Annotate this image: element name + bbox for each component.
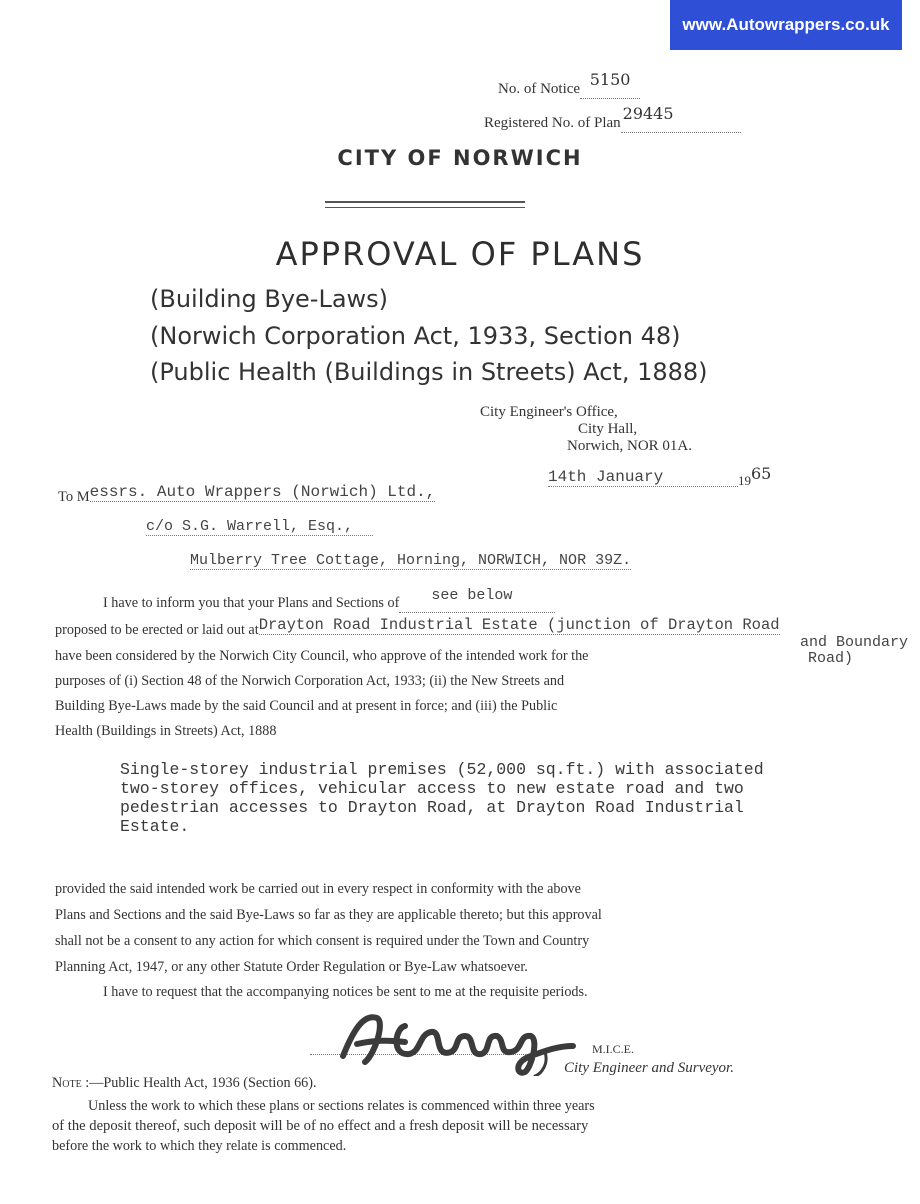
act-line-2: (Norwich Corporation Act, 1933, Section 48) xyxy=(150,322,681,350)
location-cont-2: Road) xyxy=(808,650,854,667)
addressee-line-2: c/o S.G. Warrell, Esq., xyxy=(146,518,373,536)
office-line-1: City Engineer's Office, xyxy=(480,404,618,420)
to-label: To M xyxy=(58,489,90,505)
plan-number-label: Registered No. of Plan xyxy=(484,115,621,131)
note-label: Note : xyxy=(52,1075,90,1091)
work-line-4: Estate. xyxy=(120,817,190,836)
addressee-line-1 xyxy=(58,483,436,506)
body-line-4: Health (Buildings in Streets) Act, 1888 xyxy=(55,723,277,739)
title-rule xyxy=(325,201,525,208)
plan-number-value: 29445 xyxy=(622,104,674,123)
work-line-2: two-storey offices, vehicular access to new estate road and two xyxy=(120,779,744,798)
location-prefix: proposed to be erected or laid out at xyxy=(55,622,259,638)
body-paragraph xyxy=(55,644,588,744)
signature-qualification: M.I.C.E. xyxy=(592,1042,634,1056)
note-heading-row xyxy=(52,1075,317,1092)
work-line-1: Single-storey industrial premises (52,000 sq.ft.) with associated xyxy=(120,760,764,779)
addressee-line-3: Mulberry Tree Cottage, Horning, NORWICH, NOR 39Z. xyxy=(190,552,632,569)
date-year-prefix: 19 xyxy=(738,473,751,488)
note-line-3: before the work to which they relate is commenced. xyxy=(52,1138,347,1154)
date-year-suffix: 65 xyxy=(751,464,772,483)
inform-prefix: I have to inform you that your Plans and Sections of xyxy=(103,595,400,611)
act-line-1: (Building Bye-Laws) xyxy=(150,285,389,313)
signature xyxy=(335,1006,595,1081)
work-line-3: pedestrian accesses to Drayton Road, at Drayton Road Industrial xyxy=(120,798,744,817)
office-address xyxy=(480,404,692,455)
act-line-3: (Public Health (Buildings in Streets) Act, 1888) xyxy=(150,358,708,386)
office-line-2: City Hall, xyxy=(578,421,638,437)
body-line-3: Building Bye-Laws made by the said Council and at present in force; and (iii) the Public xyxy=(55,698,558,714)
body-line-1: have been considered by the Norwich City Council, who approve of the intended work for the xyxy=(55,648,589,664)
watermark-banner[interactable]: www.Autowrappers.co.uk xyxy=(670,0,902,50)
location-value: Drayton Road Industrial Estate (junction of Drayton Road xyxy=(258,616,780,634)
inform-value: see below xyxy=(431,587,513,604)
notice-number-row xyxy=(498,70,640,99)
work-description xyxy=(120,760,764,836)
document-title: APPROVAL OF PLANS xyxy=(275,235,645,273)
proviso-line-3: shall not be a consent to any action for which consent is required under the Town and Country xyxy=(55,933,590,949)
location-row xyxy=(55,616,780,639)
city-heading: CITY OF NORWICH xyxy=(337,146,583,170)
note-line-1: Unless the work to which these plans or sections relates is commenced within three years xyxy=(88,1098,595,1114)
date-row xyxy=(548,466,771,487)
proviso-line-2: Plans and Sections and the said Bye-Laws so far as they are applicable thereto; but this approval xyxy=(55,907,602,923)
location-cont-1: and Boundary xyxy=(800,634,909,651)
plan-number-row xyxy=(484,104,741,133)
office-line-3: Norwich, NOR 01A. xyxy=(567,438,692,454)
notice-number-value: 5150 xyxy=(589,70,631,89)
proviso-paragraph xyxy=(55,876,602,980)
inform-row xyxy=(103,587,555,613)
signature-title: City Engineer and Surveyor. xyxy=(564,1060,734,1076)
request-line: I have to request that the accompanying notices be sent to me at the requisite periods. xyxy=(103,984,588,1000)
addressee-name: essrs. Auto Wrappers (Norwich) Ltd., xyxy=(89,483,436,501)
proviso-line-4: Planning Act, 1947, or any other Statute Order Regulation or Bye-Law whatsoever. xyxy=(55,959,528,975)
note-heading: —Public Health Act, 1936 (Section 66). xyxy=(89,1075,317,1091)
body-line-2: purposes of (i) Section 48 of the Norwich Corporation Act, 1933; (ii) the New Streets and xyxy=(55,673,565,689)
proviso-line-1: provided the said intended work be carried out in every respect in conformity with the above xyxy=(55,881,581,897)
notice-number-label: No. of Notice xyxy=(498,81,581,97)
date-day-month: 14th January xyxy=(548,468,738,487)
note-line-2: of the deposit thereof, such deposit will be of no effect and a fresh deposit will be necessary xyxy=(52,1118,589,1134)
